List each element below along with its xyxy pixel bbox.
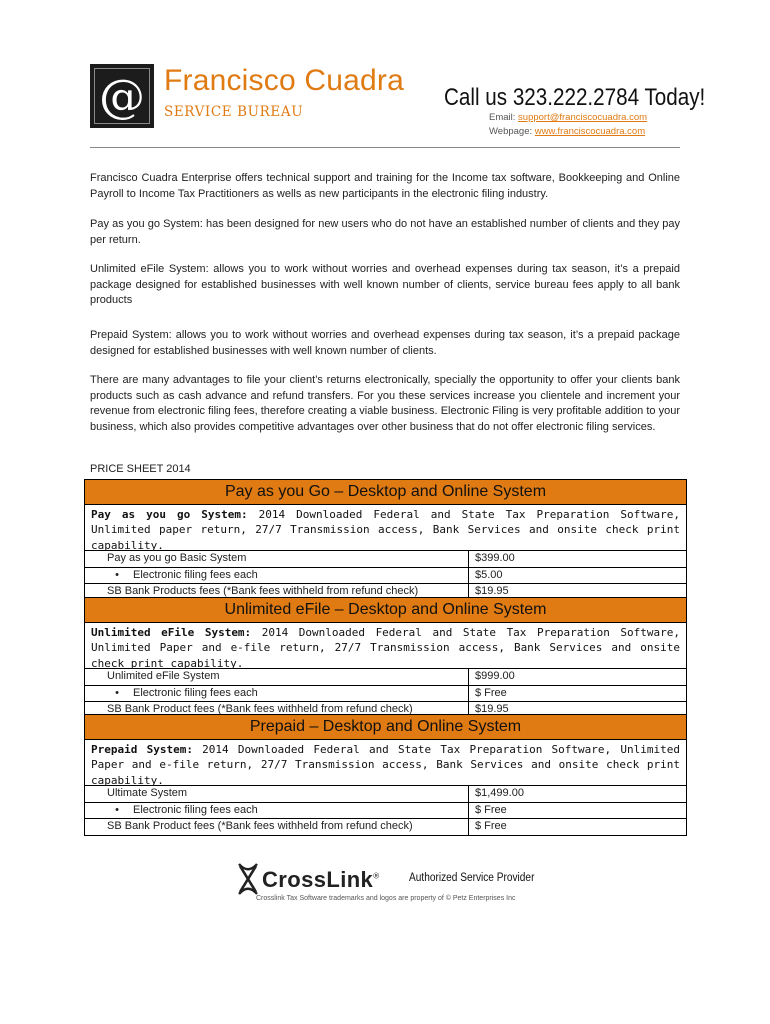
section-description-label: Unlimited eFile System:: [91, 626, 252, 639]
item-name: Electronic filing fees each: [133, 568, 258, 581]
header-divider: [90, 147, 680, 148]
section-description-text: 2014 Downloaded Federal and State Tax Preparation Software, Unlimited paper return, 27/7 Transmission access, Bank Services and onsite check print capability.: [91, 508, 681, 552]
prepaid-text: allows you to work without worries and overhead expenses during tax season, it’s a prepaid package designed for established businesses with well known number of clients.: [90, 329, 681, 357]
item-cell: [85, 803, 469, 819]
item-price: $ Free: [475, 820, 507, 833]
unlimited-efile-label: Unlimited eFile System:: [90, 263, 209, 275]
item-price: $ Free: [475, 803, 507, 816]
logo-frame: [94, 68, 150, 124]
at-symbol-icon: @: [99, 69, 145, 123]
item-name: SB Bank Product fees (*Bank fees withheld from refund check): [85, 819, 469, 835]
item-name: SB Bank Product fees (*Bank fees withheld from refund check): [85, 702, 469, 718]
webpage-line: [489, 126, 645, 137]
pay-as-you-go-label: Pay as you go System:: [90, 218, 203, 230]
webpage-link[interactable]: www.franciscocuadra.com: [534, 126, 646, 137]
item-name: Electronic filing fees each: [133, 686, 258, 699]
section-description: [85, 740, 686, 786]
call-to-action: Call us 323.222.2784 Today!: [444, 84, 706, 111]
prepaid-label: Prepaid System:: [90, 329, 172, 341]
section-title: Unlimited eFile – Desktop and Online System: [85, 598, 686, 623]
crosslink-name: CrossLink: [262, 867, 374, 892]
price-sheet-heading: PRICE SHEET 2014: [90, 463, 191, 475]
item-name: Unlimited eFile System: [85, 669, 469, 685]
brand-subtitle: SERVICE BUREAU: [164, 104, 304, 120]
table-row: [85, 803, 686, 820]
section-title: Pay as you Go – Desktop and Online System: [85, 480, 686, 505]
crosslink-wordmark: [262, 867, 379, 893]
item-cell: [85, 686, 469, 702]
table-row: [85, 819, 686, 835]
section-description-text: 2014 Downloaded Federal and State Tax Preparation Software, Unlimited Paper and e-file return, 27/7 Transmission access, Bank Services and onsite check print capability.: [91, 743, 680, 787]
item-price: $1,499.00: [475, 787, 524, 799]
trademark-note: Crosslink Tax Software trademarks and logos are property of © Petz Enterprises Inc: [256, 895, 516, 902]
prepaid-paragraph: [90, 328, 680, 359]
email-link[interactable]: support@franciscocuadra.com: [518, 112, 648, 123]
item-name: Ultimate System: [85, 786, 469, 802]
pay-as-you-go-paragraph: [90, 217, 680, 248]
table-row: [85, 786, 686, 803]
item-name: Pay as you go Basic System: [85, 551, 469, 567]
table-row: [85, 669, 686, 686]
unlimited-efile-table: [84, 597, 687, 719]
registered-mark: ®: [373, 871, 380, 881]
prepaid-table: [84, 714, 687, 836]
section-description-label: Pay as you go System:: [91, 508, 248, 521]
section-description: [85, 623, 686, 669]
unlimited-efile-text: allows you to work without worries and overhead expenses during tax season, it’s a prepaid package designed for established businesses with well known number of clients, service bureau fees apply to all bank products: [90, 263, 680, 306]
section-description-text: 2014 Downloaded Federal and State Tax Preparation Software, Unlimited Paper and e-file return, 27/7 Transmission access, Bank Services and onsite check print capability.: [91, 626, 680, 670]
pay-as-you-go-table: [84, 479, 687, 601]
advantages-paragraph: There are many advantages to file your client’s returns electronically, specially the opportunity to offer your clients bank products such as cash advance and refund transfers. For you these services increase you clientele and increment your revenue from electronic filing fees, therefore creating a viable business. Electronic Filing is very profitable addition to your business, which also provides competitive advantages over other business that do not offer electronic filing services.: [90, 374, 680, 433]
table-row: [85, 686, 686, 703]
item-price: $399.00: [475, 552, 515, 564]
bullet-icon: •: [115, 568, 119, 581]
item-name: SB Bank Products fees (*Bank fees withheld from refund check): [85, 584, 469, 600]
section-title: Prepaid – Desktop and Online System: [85, 715, 686, 740]
item-price: $19.95: [475, 585, 509, 598]
item-cell: [85, 568, 469, 584]
item-price: $5.00: [475, 568, 503, 581]
brand-name: Francisco Cuadra: [164, 64, 404, 97]
unlimited-efile-paragraph: [90, 262, 680, 309]
webpage-label: Webpage:: [489, 126, 535, 137]
pay-as-you-go-text: has been designed for new users who do not have an established number of clients and they pay per return.: [90, 218, 681, 246]
section-description-label: Prepaid System:: [91, 743, 193, 756]
bullet-icon: •: [115, 686, 119, 699]
section-description: [85, 505, 686, 551]
email-line: [489, 112, 647, 123]
authorized-provider-label: Authorized Service Provider: [409, 872, 535, 884]
item-price: $999.00: [475, 670, 515, 682]
crosslink-logo-icon: [236, 862, 260, 896]
email-label: Email:: [489, 112, 519, 123]
table-row: [85, 568, 686, 585]
item-price: $19.95: [475, 703, 509, 716]
table-row: [85, 551, 686, 568]
intro-paragraph: Francisco Cuadra Enterprise offers technical support and training for the Income tax software, Bookkeeping and Online Payroll to Income Tax Practitioners as wells as new participants in the electronic filing industry.: [90, 172, 680, 200]
bullet-icon: •: [115, 803, 119, 816]
item-price: $ Free: [475, 686, 507, 699]
item-name: Electronic filing fees each: [133, 803, 258, 816]
